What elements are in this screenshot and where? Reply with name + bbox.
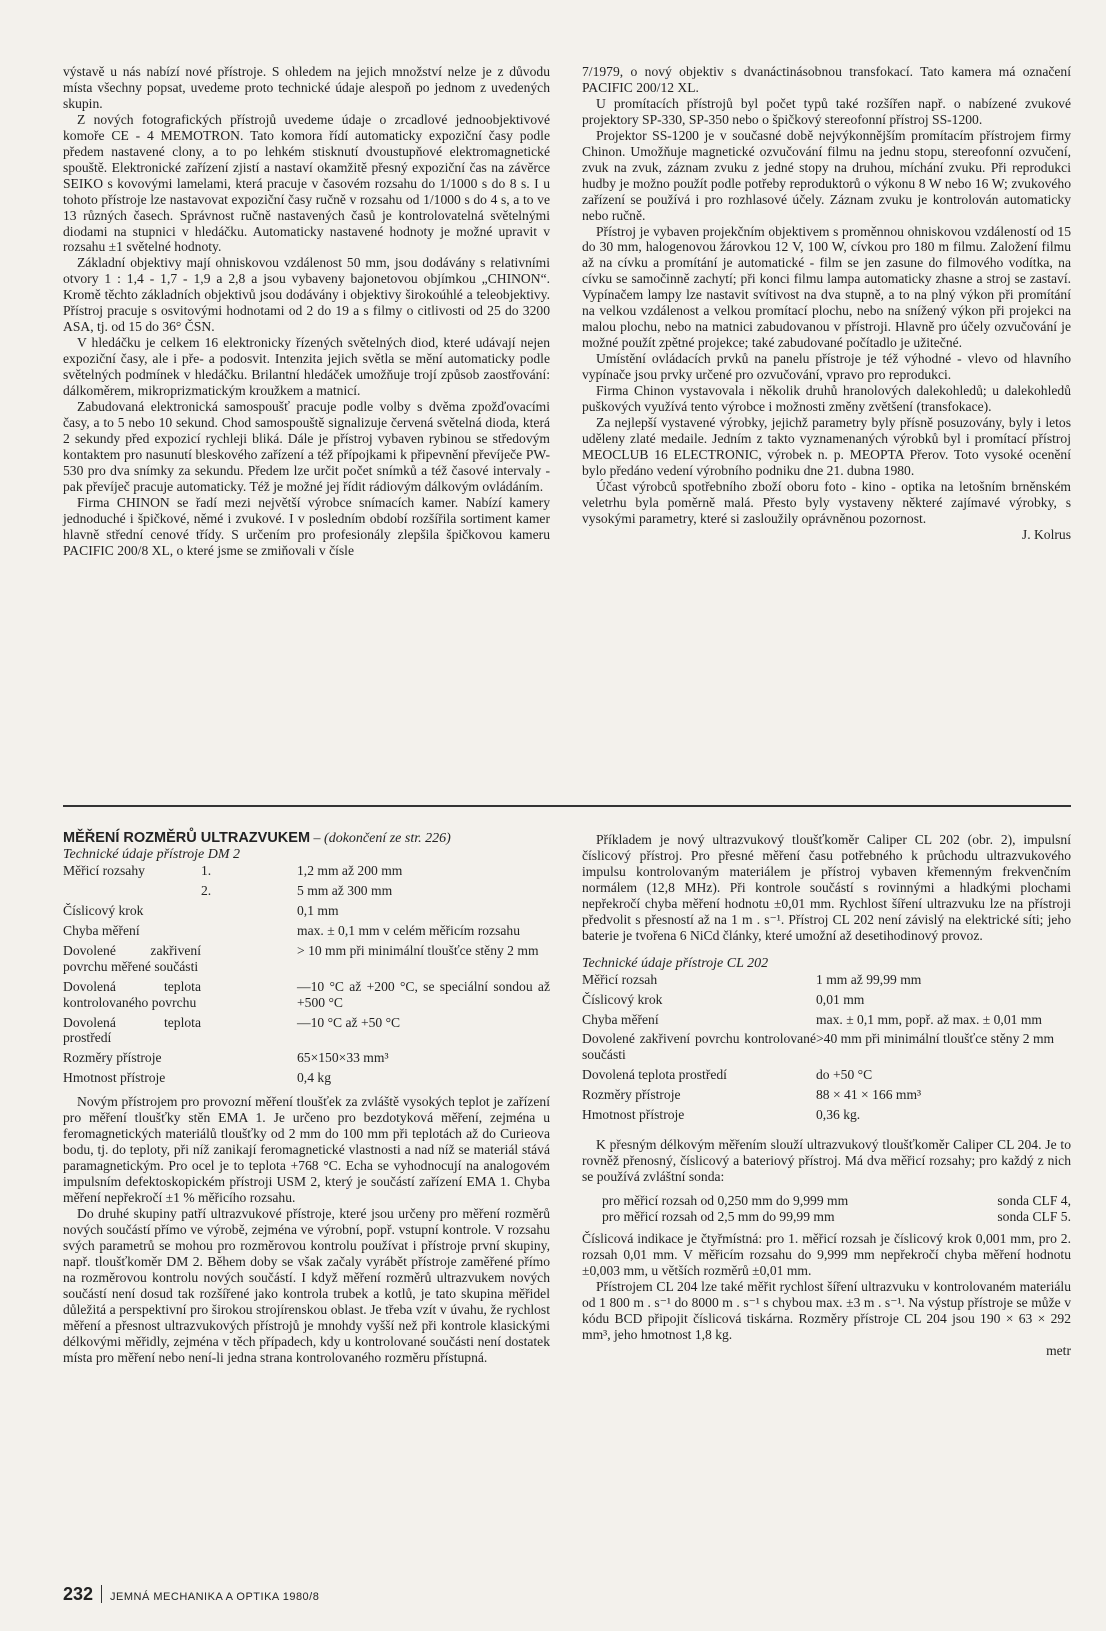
spec-row [63,943,550,979]
spec-value: 0,36 kg. [816,1107,861,1123]
publication-name: JEMNÁ MECHANIKA A OPTIKA 1980/8 [110,1591,320,1603]
spec-value: 88 × 41 × 166 mm³ [816,1087,922,1103]
spec-row [63,923,550,943]
paragraph: Do druhé skupiny patří ultrazvukové přístroje, které jsou určeny pro měření rozměrů nových součástí přímo ve výrobě, zejména ve výrobní, popř. vstupní kontrole. V rozsahu svých parametrů se mohou pro rozměrovou kontrolu používat i přístroje první skupiny, např. tloušťkoměr DM 2. Během doby se však začaly vyrábět přístroje zaměřené přímo na rozměrovou kontrolu nových součástí. I když měření rozměrů ultrazvukem nových součástí není dosud tak rozšířené jako kontrola trubek a kotlů, je tato skupina měřidel důležitá a perspektivní pro širokou strojírenskou oblast. Je třeba vzít v úvahu, že rychlost měření a přesnost ultrazvukových přístrojů je mnohdy vyšší než při kontrole klasickými délkovými měřidly, zejména v těch případech, kdy u kontrolované součásti není dostatek místa pro měření nebo není-li jedna strana kontrolovaného rozměru přístupná. [63,1206,550,1365]
spec-table-dm2 [63,863,550,1090]
spec-value: max. ± 0,1 mm, popř. až max. ± 0,01 mm [816,1011,1042,1027]
spec-label: Dovolená teplota kontrolovaného povrchu [63,978,201,1010]
spec-row [582,1107,1071,1127]
paragraph: Základní objektivy mají ohniskovou vzdálenost 50 mm, jsou dodávány s relativními otvory 1 : 1,4 - 1,7 - 1,9 a 2,8 a jsou vybaveny bajonetovou objímkou „CHINON“. Kromě těchto základních objektivů jsou dodávány i objektivy širokoúhlé a teleobjektivy. Přístroj pracuje s osvitovými hodnotami od 2 do 19 a s filmy o citlivosti od 25 do 3200 ASA, tj. od 15 do 36° ČSN. [63,255,550,335]
spec-value: 0,4 kg [297,1070,331,1086]
author-signature: J. Kolrus [1021,526,1071,542]
spec-label: Dovolená teplota prostředí [63,1014,201,1046]
spec-row [63,1015,550,1051]
column-top-right [582,64,1071,543]
spec-value: 0,1 mm [297,902,339,918]
column-top-left [63,64,550,559]
paragraph: Z nových fotografických přístrojů uvedeme údaje o zrcadlové jednoobjektivové komoře CE - 4 MEMOTRON. Tato komora řídí automaticky expoziční časy podle předem nastavené clony, a to po lehkém stisknutí dvoustupňové elektromagnetické spouště. Elektronické zařízení zjistí a nastaví okamžitě přesný expoziční čas na závěrce SEIKO s kovovými lamelami, která pracuje v časovém rozsahu do 1/1000 s do 8 s. I u tohoto přístroje lze nastavovat expoziční časy ručně v rozsahu od 1/1000 s do 4 s, a to ve 13 různých časech. Správnost ručně nastavených časů je kontrolovatelná světelnými diodami na stupnici v hledáčku. Automaticky nastavené hodnoty je možné upravit v rozsahu ±1 světelné hodnoty. [63,111,550,255]
article-heading [63,830,550,847]
spec-title-dm2: Technické údaje přístroje DM 2 [63,846,241,862]
probe-range: pro měřicí rozsah od 2,5 mm do 99,99 mm [602,1209,835,1225]
spec-label: Měřicí rozsah [582,971,658,987]
footer-separator [101,1585,102,1603]
paragraph: Novým přístrojem pro provozní měření tloušťek za zvláště vysokých teplot je zařízení pro měření tloušťky stěn EMA 1. Je určeno pro bezdotyková měření, zejména u feromagnetických materiálů tloušťky od 2 mm do 100 mm při teplotách až do Curieova bodu, tj. do teploty, při níž zanikají feromagnetické vlastnosti a nad níž se materiál stává paramagnetickým. Pro ocel je to teplota +768 °C. Echa se vyhodnocují na analogovém impulsním defektoskopickém přístroji USM 2, který je součástí zařízení EMA 1. Chyba měření nepřekročí ±1 % měřicího rozsahu. [63,1094,550,1206]
spec-label: Dovolené zakřivení povrchu měřené součásti [63,942,201,974]
spec-title-cl202: Technické údaje přístroje CL 202 [582,955,769,971]
spec-label: Dovolená teplota prostředí [582,1067,727,1083]
paragraph: U promítacích přístrojů byl počet typů také rozšířen např. o nabízené zvukové projektory SP-330, SP-350 nebo o špičkový stereofonní přístroj SS-1200. [582,95,1071,127]
page-footer [63,1584,319,1605]
spec-row [63,863,550,883]
paragraph: Projektor SS-1200 je v současné době nejvýkonnějším promítacím přístrojem firmy Chinon. Umožňuje magnetické ozvučování filmu na jednu stopu, stereofonní ozvučení, zvuk na zvuk, záznam zvuku z jedné stopy na druhou, míchání zvuku. Při reprodukci hudby je možno použít podle potřeby reproduktorů o výkonu 8 W nebo 16 W; zvukového zařízení se používá i pro rozhlasové účely. Záznam zvuku je kontrolován automaticky nebo ručně. [582,127,1071,223]
column-bottom-right [582,832,1071,1359]
spec-row [63,979,550,1015]
spec-row [582,1031,1071,1067]
spec-value: 5 mm až 300 mm [297,882,393,898]
article-continuation: – (dokončení ze str. 226) [310,831,451,846]
spec-label: Číslicový krok [582,991,663,1007]
spec-value: —10 °C až +50 °C [297,1014,401,1030]
spec-label: Číslicový krok [63,902,144,918]
spec-label [63,883,201,903]
probe-item [582,1193,1071,1209]
probe-name: sonda CLF 5. [997,1209,1071,1225]
section-divider [63,805,1071,807]
spec-range-index [201,979,297,1015]
spec-range-index [201,923,297,943]
spec-row [582,992,1071,1012]
spec-range-index [201,1070,297,1090]
spec-row [63,1050,550,1070]
spec-label: Hmotnost přístroje [63,1070,166,1086]
paragraph: Účast výrobců spotřebního zboží oboru foto - kino - optika na letošním brněnském veletrhu byla poměrně malá. Přesto byly vystaveny některé zajímavé výrobky, s vysokými parametry, které si zasloužily oprávněnou pozornost. [582,478,1071,526]
spec-label: Rozměry přístroje [63,1050,162,1066]
paragraph: Firma Chinon vystavovala i několik druhů hranolových dalekohledů; u dalekohledů puškových využívá tento výrobce i možnosti změny zvětšení (transfokace). [582,383,1071,415]
spec-range-index [201,943,297,979]
paragraph: Firma CHINON se řadí mezi největší výrobce snímacích kamer. Nabízí kamery jednoduché i špičkové, němé i zvukové. I v posledním období rozšířila sortiment kamer hlavně střední cenové třídy. S určením pro profesionály zlepšila špičkovou kameru PACIFIC 200/8 XL, o které jsme se zmiňovali v čísle [63,494,550,558]
spec-value: 1 mm až 99,99 mm [816,971,922,987]
spec-value: do +50 °C [816,1067,873,1083]
spec-row [582,1012,1071,1032]
probe-item [582,1209,1071,1225]
spec-table-cl202 [582,972,1071,1128]
spec-range-index: 1. [201,862,212,878]
paragraph: Umístění ovládacích prvků na panelu přístroje je též výhodné - vlevo od hlavního vypínače jsou prvky určené pro ozvučování, vpravo pro reprodukci. [582,351,1071,383]
paragraph: K přesným délkovým měřením slouží ultrazvukový tloušťkoměr Caliper CL 204. Je to rovněž přenosný, číslicový a bateriový přístroj. Má dva měřicí rozsahy; pro každý z nich se používá zvláštní sonda: [582,1137,1071,1185]
spec-range-index: 2. [201,882,212,898]
spec-value: 1,2 mm až 200 mm [297,862,403,878]
column-bottom-left [63,830,550,1366]
spec-range-index [201,1050,297,1070]
spec-label: Rozměry přístroje [582,1087,681,1103]
spec-row [582,972,1071,992]
spec-value: —10 °C až +200 °C, se speciální sondou až +500 °C [297,978,550,1010]
author-signature: metr [1046,1342,1071,1358]
paragraph: Příkladem je nový ultrazvukový tloušťkoměr Caliper CL 202 (obr. 2), impulsní číslicový přístroj. Pro přesné měření času potřebného k průchodu ultrazvukového impulsu kontrolovaným materiálem je přístroj vybaven křemenným frekvenčním normálem (12,8 MHz). Při kontrole součástí s rovinnými a hladkými plochami nepřekročí chyba měření hodnotu ±0,01 mm. Rychlost šíření ultrazvuku lze na přístroji předvolit s přesností až na 1 m . s⁻¹. Přístroj CL 202 není závislý na elektrické síti; jeho baterie je tvořena 6 NiCd články, které umožní až desetihodinový provoz. [582,832,1071,943]
spec-row [582,1087,1071,1107]
probe-range: pro měřicí rozsah od 0,250 mm do 9,999 mm [602,1193,849,1209]
paragraph: Číslicová indikace je čtyřmístná: pro 1. měřicí rozsah je číslicový krok 0,001 mm, pro 2. rozsah 0,01 mm. V měřicím rozsahu do 9,999 mm nepřekročí chyba měření hodnotu ±0,003 mm, u větších rozměrů ±0,01 mm. [582,1231,1071,1278]
paragraph: Zabudovaná elektronická samospoušť pracuje podle volby s dvěma zpožďovacími časy, a to 5 nebo 10 sekund. Chod samospouště signalizuje červená světelná dioda, která 2 sekundy před expozicí rychleji bliká. Dále je přístroj vybaven rybinou se středovým kontaktem pro nasunutí bleskového zařízení a též přípojkami k připevnění převíječe PW-530 pro dva snímky za sekundu. Předem lze určit počet snímků a též časové intervaly - pak převíječ pracuje automaticky. Též je možné jej řídit rádiovým dálkovým ovládáním. [63,399,550,494]
spec-row [63,883,550,903]
spec-label: Chyba měření [582,1011,659,1027]
page-number: 232 [63,1584,94,1604]
spec-label: Měřicí rozsahy [63,862,145,878]
spec-value: > 10 mm při minimální tloušťce stěny 2 mm [297,942,539,958]
spec-label: Dovolené zakřivení povrchu kontrolované součásti [582,1031,816,1063]
paragraph: Přístroj je vybaven projekčním objektivem s proměnnou ohniskovou vzdáleností od 15 do 30 mm, halogenovou žárovkou 12 V, 100 W, cívkou pro 180 m filmu. Založení filmu až na cívku a promítání je automatické - film se jen zasune do filmového vodítka, na cívku se samočinně zachytí; při konci filmu lampa automaticky zhasne a stroj se zastaví. Vypínačem lampy lze nastavit svítivost na dva stupně, a to na plný výkon při promítání na velkou vzdálenost a velkou promítací plochu, nebo na snížený výkon při projekci na malou plochu, nebo na matnici zabudovanou v přístroji. Hlavně pro účely ozvučování je možné použít zpětné projekce; také zabudované počítadlo je užitečné. [582,223,1071,351]
spec-value: max. ± 0,1 mm v celém měřicím rozsahu [297,922,521,938]
spec-value: >40 mm při minimální tloušťce stěny 2 mm [816,1031,1055,1047]
spec-row [582,1067,1071,1087]
paragraph: V hledáčku je celkem 16 elektronicky řízených světelných diod, které udávají nejen expoziční časy, ale i pře- a podosvit. Intenzita jejich světla se mění automaticky podle světelných podmínek v hledáčku. Brilantní hledáček umožňuje trojí způsob zaostřování: dálkoměrem, mikroprizmatickým kroužkem a matnicí. [63,335,550,399]
spec-value: 65×150×33 mm³ [297,1050,389,1066]
probe-name: sonda CLF 4, [997,1193,1071,1209]
paragraph: výstavě u nás nabízí nové přístroje. S ohledem na jejich množství nelze je z důvodu místa všechny popsat, uvedeme proto technické údaje alespoň po jednom z uvedených skupin. [63,64,550,111]
spec-value: 0,01 mm [816,991,865,1007]
paragraph: 7/1979, o nový objektiv s dvanáctinásobnou transfokací. Tato kamera má označení PACIFIC 200/12 XL. [582,64,1071,95]
spec-label: Chyba měření [63,922,140,938]
spec-row [63,903,550,923]
paragraph: Přístrojem CL 204 lze také měřit rychlost šíření ultrazvuku v kontrolovaném materiálu od 1 800 m . s⁻¹ do 8000 m . s⁻¹ s chybou max. ±3 m . s⁻¹. Na výstup přístroje se může v kódu BCD připojit číslicová tiskárna. Rozměry přístroje CL 204 jsou 190 × 63 × 292 mm³, jeho hmotnost 1,8 kg. [582,1278,1071,1342]
spec-label: Hmotnost přístroje [582,1107,685,1123]
spec-range-index [201,903,297,923]
spec-row [63,1070,550,1090]
article-title: MĚŘENÍ ROZMĚRŮ ULTRAZVUKEM [63,830,311,846]
paragraph: Za nejlepší vystavené výrobky, jejichž parametry byly přísně posuzovány, byly i letos uděleny zlaté medaile. Jedním z takto vyznamenaných výrobků byl i promítací přístroj MEOCLUB 16 ELECTRONIC, výrobek n. p. MEOPTA Přerov. Toto vysoké ocenění bylo předáno vedení výrobního podniku dne 21. dubna 1980. [582,414,1071,478]
probe-list [582,1193,1071,1225]
spec-range-index [201,1015,297,1051]
